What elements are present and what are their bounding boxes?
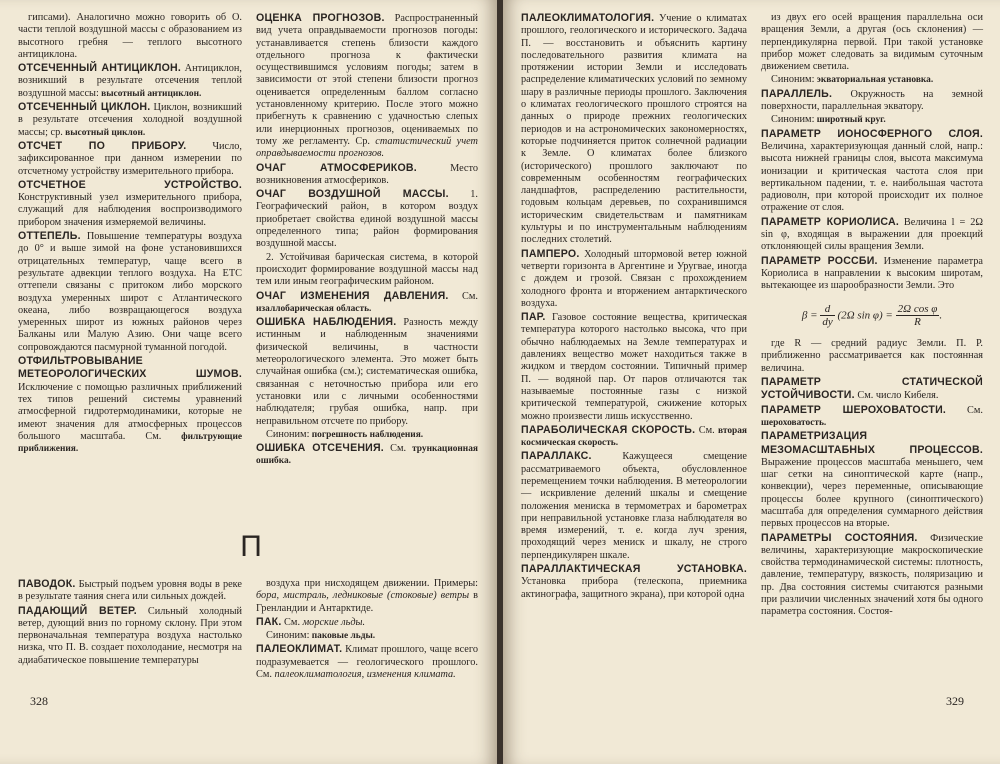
entry-text: Разность между истинным и наблюденным значениями физической величины, в частности метеорологического элемента. Это может быть случайная ошибка (см.); систематическая ошибка, связанная с неточностью прибора или его установки или с личными особенностями наблюдателя; грубая ошибка, напр. при неправильном отсчете по прибору. — [256, 317, 478, 427]
entry-text: Холодный штормовой ветер южной четверти горизонта в Аргентине и Уругвае, иногда с дождем и грозой. Связан с прохождением холодного фронта и вторжением антарктического воздуха. — [521, 248, 747, 309]
formula-numerator: d — [820, 303, 834, 316]
entry-text: Учение о климатах прошлого, геологического и исторического. Задача П. — восстановить и объяснить картину последовательного развития климата на протяжении истории Земли и исследовать распределение климатических условий по земному шару в различные периоды прошлого. Заключения о климатах геологического прошлого строятся на данных о природе прежних геологических периодов и на астрономических закономерностях, которые подчиняется приток солнечной радиации к Земле. О климатах более близкого (исторического) прошлого заключают по современным особенностям географических ландшафтов, распределению растительности, годовым кольцам деревьев, по сохранившимся историческим свидетельствам и памятникам культуры и по инструментальным наблюдениям последних столетий. — [521, 13, 747, 246]
formula-end: . — [939, 308, 943, 321]
entry — [18, 578, 242, 604]
entry-italic: бора, мистраль, ледниковые (стоковые) ветры — [256, 590, 470, 602]
right-column-2 — [761, 12, 983, 620]
right-column-1 — [521, 12, 747, 602]
entry — [256, 578, 478, 615]
entry-headword: ПАК. — [256, 615, 282, 628]
entry-crossref: высотный антициклон. — [98, 88, 202, 99]
entry — [256, 630, 478, 642]
entry-text: Окружность на земной поверхности, параллельная экватору. — [761, 88, 983, 113]
formula-derivative — [820, 303, 834, 329]
entry — [256, 316, 478, 428]
entry-text: Сильный холодный ветер, дующий вниз по горному склону. При этом первоначальная температура воздуха настолько низка, что П. В. создает похолодание, несмотря на адиабатическое повышение температуры — [18, 605, 242, 666]
entry-headword: ПАДАЮЩИЙ ВЕТЕР. — [18, 604, 137, 617]
entry-headword: ОТСЧЕТ ПО ПРИБОРУ. — [18, 139, 187, 152]
entry — [256, 162, 478, 188]
entry-crossref: широтный круг. — [814, 115, 886, 126]
entry — [18, 12, 242, 61]
entry-text: См. — [946, 404, 983, 416]
entry — [256, 429, 478, 441]
entry-text: Газовое состояние вещества, критическая температура которого настолько высока, что при обычно наблюдаемых на Земле температурах и давлениях вещество может находиться также в жидком и твердом состоянии. Типичный пример П. — водяной пар. От паров отличаются так называемые постоянные газы с низкой критической температурой, сжижение которых можно произвести лишь искусственно. — [521, 312, 747, 422]
formula-denominator: R — [914, 315, 921, 328]
entry-headword: ОШИБКА НАБЛЮДЕНИЯ. — [256, 316, 397, 329]
page-number-right: 329 — [946, 694, 964, 708]
entry-text: из двух его осей вращения параллельна оси вращения Земли, а другая (ось склонения) — перпендикулярна первой. При такой установке прибор может следовать за видимым суточным движением светила. — [761, 12, 983, 73]
right-page — [503, 0, 1000, 764]
left-bottom-column-2 — [256, 578, 478, 682]
entry-text: Исключение с помощью различных приближений тех типов решений системы уравнений атмосферной гидротермодинамики, которые не имеют значения для атмосферных процессов большого масштаба. См. — [18, 381, 242, 442]
entry-text: Установка прибора (телескопа, приемника актинографа, защитного экрана), при которой одна — [521, 576, 747, 600]
entry — [256, 252, 478, 289]
entry — [256, 616, 478, 629]
entry — [256, 643, 478, 681]
formula-numerator: 2Ω cos φ — [897, 302, 938, 315]
entry-crossref: погрешность наблюдения. — [309, 429, 424, 440]
entry-text: См. — [383, 443, 407, 455]
entry — [18, 140, 242, 178]
entry-text: Распространенный вид учета оправдываемости прогнозов погоды: устанавливается степень близости каждого отдельного прогноза к фактически осуществившимся условиям погоды; затем в зависимости от этой степени близости прогноз оценивается определенным баллом согласно установленному критерию. После этого можно прибегнуть к сравнению с удачностью слепых или инерционных прогнозов, оцениваемых по тому же регламенту. Ср. — [256, 13, 478, 147]
entry — [521, 311, 747, 423]
entry-text: Изменение параметра Кориолиса в направлении к высоким широтам, вытекающее из шарообразности Земли. Это — [761, 255, 983, 292]
entry-headword: ПАРАМЕТР СТАТИЧЕСКОЙ УСТОЙЧИВОСТИ. — [761, 376, 983, 402]
entry-text: Физические величины, характеризующие макроскопические свойства термодинамической системы: плотность, давление, температуру, вязкость, поляризацию и пр. Два состояния системы считаются разными при различии численных значений хотя бы одного параметра состояния. Состоя- — [761, 532, 983, 618]
entry-text: Циклон, возникший в результате отсечения холодной воздушной массы; ср. — [18, 102, 242, 138]
entry-headword: ОТСЕЧЕННЫЙ ЦИКЛОН. — [18, 101, 151, 114]
entry-headword: ПАРАЛЛЕЛЬ. — [761, 87, 833, 100]
entry-text: Синоним: — [266, 630, 310, 642]
entry-crossref: экваториальная установка. — [814, 75, 934, 86]
entry — [521, 424, 747, 450]
entry — [521, 450, 747, 562]
entry — [256, 188, 478, 250]
entry — [256, 290, 478, 316]
entry-headword: ОЦЕНКА ПРОГНОЗОВ. — [256, 12, 385, 24]
entry-headword: ОЧАГ ВОЗДУШНОЙ МАССЫ. — [256, 188, 449, 201]
entry — [761, 532, 983, 619]
entry-text: Антициклон, возникший в результате отсечения теплой воздушной массы: — [18, 63, 242, 99]
entry-crossref: высотный циклон. — [62, 127, 146, 138]
entry-text: Число, зафиксированное при данном измерении по отсчетному устройству измерительного прибора. — [18, 140, 242, 177]
page-number-left: 328 — [30, 694, 48, 708]
left-page — [0, 0, 497, 764]
entry — [761, 338, 983, 375]
formula-middle: (2Ω sin φ) = — [837, 308, 893, 321]
entry-text: Конструктивный узел измерительного прибора, служащий для наблюдения воспроизводимого прибором значения измеряемой величины. — [18, 192, 242, 228]
entry-text: См. число Кибеля. — [854, 390, 939, 402]
entry-text: где R — средний радиус Земли. П. Р. приближенно рассматривается как постоянная величина. — [761, 338, 983, 374]
formula-denominator: dy — [822, 315, 833, 328]
entry — [521, 248, 747, 310]
entry-text: Синоним: — [771, 74, 815, 86]
formula-lhs: β = — [801, 308, 818, 321]
entry-text: Место возникновения атмосфериков. — [256, 162, 478, 186]
entry-headword: ПАРАМЕТРЫ СОСТОЯНИЯ. — [761, 531, 918, 544]
entry-headword: ПАРАМЕТР ИОНОСФЕРНОГО СЛОЯ. — [761, 127, 983, 140]
entry — [761, 88, 983, 114]
entry-text: Кажущееся смещение рассматриваемого объекта, обусловленное перемещением точки наблюдения. В метеорологии — искривление делений шкалы и смещение положения мениска в термометрах и барометрах при неправильной установке глаза наблюдателя во время измерений, т. е. когда луч зрения, проходящий через мениск и шкалу, не строго перпендикулярен шкале. — [521, 451, 747, 561]
entry-crossref: шероховатость. — [761, 417, 827, 428]
entry — [761, 404, 983, 430]
entry-headword: ПАРАЛЛАКС. — [521, 450, 592, 463]
entry-crossref: паковые льды. — [309, 631, 376, 642]
entry — [761, 376, 983, 403]
entry — [761, 74, 983, 86]
entry-text: См. — [281, 616, 301, 628]
entry-text: Быстрый подъем уровня воды в реке в результате таяния снега или сильных дождей. — [18, 579, 242, 603]
entry-headword: ПАЛЕОКЛИМАТОЛОГИЯ. — [521, 12, 655, 24]
entry — [18, 101, 242, 139]
entry-headword: ОЧАГ ИЗМЕНЕНИЯ ДАВЛЕНИЯ. — [256, 289, 449, 302]
entry-text: Величина l = 2Ω sin φ, входящая в выражении для проекций отклоняющей силы вращения Земли. — [761, 216, 983, 253]
entry — [761, 430, 983, 530]
entry-headword: ОТСЧЕТНОЕ УСТРОЙСТВО. — [18, 178, 242, 191]
entry-text: Синоним: — [266, 428, 310, 440]
entry-headword: ОЧАГ АТМОСФЕРИКОВ. — [256, 161, 417, 174]
entry-italic: морские льды. — [300, 616, 366, 628]
entry — [18, 230, 242, 354]
entry-headword: ПАМПЕРО. — [521, 247, 580, 260]
entry-italic: палеоклиматология, изменения климата. — [271, 669, 456, 681]
entry-text: Величина, характеризующая данный слой, напр.: высота нижней границы слоя, высота максимума ионизации и критическая частота слоя при вертикальном падении, т. е. наибольшая частота радиоволн, при которой происходит их полное отражение от слоя. — [761, 140, 983, 214]
entry-headword: ПАЛЕОКЛИМАТ. — [256, 643, 343, 656]
formula-fraction — [896, 302, 943, 329]
entry — [18, 179, 242, 229]
entry-text: 1. Географический район, в котором воздух приобретает свойства единой воздушной массы определенного типа; район формирования воздушной массы. — [256, 189, 478, 250]
entry — [521, 12, 747, 247]
left-column-2 — [256, 12, 478, 469]
entry — [761, 255, 983, 293]
entry-text: См. — [448, 290, 478, 302]
entry-headword: ПАРАМЕТР РОССБИ. — [761, 254, 878, 267]
entry — [761, 216, 983, 254]
entry-headword: ОТСЕЧЕННЫЙ АНТИЦИКЛОН. — [18, 62, 182, 75]
entry-headword: ПАРАМЕТР КОРИОЛИСА. — [761, 215, 899, 228]
entry-headword: ОТТЕПЕЛЬ. — [18, 230, 81, 243]
left-bottom-column-1 — [18, 578, 242, 668]
entry — [521, 563, 747, 601]
left-column-1 — [18, 12, 242, 456]
entry-crossref: изаллобарическая область. — [256, 303, 372, 314]
entry-headword: ПАР. — [521, 311, 546, 324]
entry-text: гипсами). Аналогично можно говорить об О. части теплой воздушной массы с образованием из высотного гребня — теплого высотного антициклона. — [18, 12, 242, 60]
entry-text: См. — [695, 424, 715, 436]
entry-text: 2. Устойчивая барическая система, в которой происходит формирование воздушной массы над тем или иным географическим районом. — [256, 251, 478, 288]
entry-text: Выражение процессов масштаба меньшего, чем шаг сетки на синоптической карте (напр., конвекции), через переменные, описывающие процессы более крупного (синоптического) масштаба для определения суммарного действия первых процессов на вторые. — [761, 456, 983, 530]
entry-italic: статистический учет оправдываемости прогнозов. — [256, 135, 478, 160]
entry — [18, 605, 242, 667]
entry-headword: ПАРАМЕТРИЗАЦИЯ МЕЗОМАСШТАБНЫХ ПРОЦЕССОВ. — [761, 430, 983, 456]
entry — [256, 442, 478, 468]
section-letter: П — [240, 530, 262, 563]
entry-text: Синоним: — [771, 114, 815, 126]
entry-text: воздуха при нисходящем движении. Примеры: — [266, 578, 478, 589]
entry-headword: ОТФИЛЬТРОВЫВАНИЕ МЕТЕОРОЛОГИЧЕСКИХ ШУМОВ. — [18, 355, 242, 381]
entry-crossref: вторая космическая скорость. — [521, 425, 747, 449]
entry — [256, 12, 478, 161]
entry-headword: ПАРАБОЛИЧЕСКАЯ СКОРОСТЬ. — [521, 423, 696, 436]
entry-headword: ПАРАЛЛАКТИЧЕСКАЯ УСТАНОВКА. — [521, 563, 747, 576]
entry — [18, 62, 242, 100]
entry — [761, 128, 983, 215]
entry-headword: ПАРАМЕТР ШЕРОХОВАТОСТИ. — [761, 403, 947, 416]
rossby-formula — [761, 303, 983, 329]
entry — [18, 355, 242, 455]
entry-headword: ОШИБКА ОТСЕЧЕНИЯ. — [256, 442, 384, 455]
entry-headword: ПАВОДОК. — [18, 578, 76, 590]
entry-crossref: фильтрующие приближения. — [18, 431, 243, 455]
entry — [761, 114, 983, 126]
entry-text: в Гренландии и Антарктиде. — [256, 590, 478, 614]
entry-crossref: трункационная ошибка. — [256, 444, 478, 467]
entry-text: Повышение температуры воздуха до 0° и выше зимой на фоне установившихся отрицательных температур, чаще всего в результате адвекции теплого воздуха. На ЕТС оттепели связаны с притоком либо морского воздуха умеренных широт с Атлантического океана, либо возвращающегося воздуха умеренных широт из южных районов через Балканы или Малую Азию. Они чаще всего сопровождаются пасмурной туманной погодой. — [18, 231, 242, 353]
entry-text: Климат прошлого, чаще всего подразумевается — геологического прошлого. См. — [256, 644, 478, 681]
entry — [761, 12, 983, 73]
